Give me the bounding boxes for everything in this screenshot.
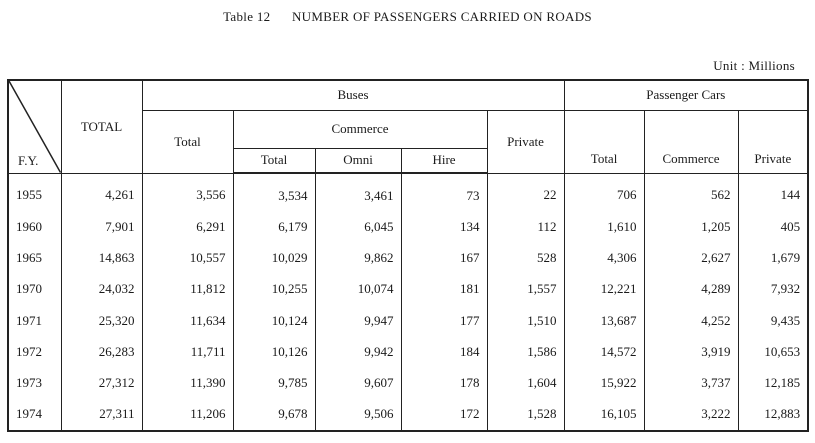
value-cell: 177 bbox=[401, 305, 487, 336]
value-cell: 112 bbox=[487, 211, 564, 242]
value-cell: 11,634 bbox=[142, 305, 233, 336]
value-cell: 9,506 bbox=[315, 399, 401, 431]
value-cell: 14,863 bbox=[61, 243, 142, 274]
value-cell: 4,252 bbox=[644, 305, 738, 336]
value-cell: 1,557 bbox=[487, 274, 564, 305]
value-cell: 167 bbox=[401, 243, 487, 274]
value-cell: 10,126 bbox=[233, 336, 315, 367]
value-cell: 13,687 bbox=[564, 305, 644, 336]
value-cell: 2,627 bbox=[644, 243, 738, 274]
value-cell: 4,289 bbox=[644, 274, 738, 305]
table-number: Table 12 bbox=[223, 9, 271, 24]
value-cell: 22 bbox=[487, 173, 564, 211]
value-cell: 9,862 bbox=[315, 243, 401, 274]
fy-cell: 1972 bbox=[8, 336, 61, 367]
hire-header: Hire bbox=[401, 148, 487, 173]
value-cell: 134 bbox=[401, 211, 487, 242]
fy-header-cell bbox=[8, 80, 61, 173]
value-cell: 1,679 bbox=[738, 243, 808, 274]
value-cell: 3,737 bbox=[644, 367, 738, 398]
table-row bbox=[8, 274, 808, 305]
value-cell: 1,604 bbox=[487, 367, 564, 398]
table-title bbox=[0, 9, 815, 25]
value-cell: 1,610 bbox=[564, 211, 644, 242]
value-cell: 4,306 bbox=[564, 243, 644, 274]
pc-private-header: Private bbox=[738, 110, 808, 173]
fy-header: F.Y. bbox=[18, 152, 39, 168]
passengers-table bbox=[7, 79, 809, 432]
value-cell: 12,185 bbox=[738, 367, 808, 398]
value-cell: 706 bbox=[564, 173, 644, 211]
value-cell: 24,032 bbox=[61, 274, 142, 305]
table-row bbox=[8, 367, 808, 398]
value-cell: 9,785 bbox=[233, 367, 315, 398]
table-row bbox=[8, 211, 808, 242]
value-cell: 14,572 bbox=[564, 336, 644, 367]
value-cell: 181 bbox=[401, 274, 487, 305]
value-cell: 1,528 bbox=[487, 399, 564, 431]
value-cell: 144 bbox=[738, 173, 808, 211]
value-cell: 1,586 bbox=[487, 336, 564, 367]
value-cell: 27,311 bbox=[61, 399, 142, 431]
table-title-text: NUMBER OF PASSENGERS CARRIED ON ROADS bbox=[291, 9, 592, 24]
value-cell: 11,711 bbox=[142, 336, 233, 367]
value-cell: 1,205 bbox=[644, 211, 738, 242]
value-cell: 3,556 bbox=[142, 173, 233, 211]
total-header: TOTAL bbox=[61, 80, 142, 173]
value-cell: 27,312 bbox=[61, 367, 142, 398]
fy-cell: 1974 bbox=[8, 399, 61, 431]
table-row bbox=[8, 173, 808, 211]
value-cell: 15,922 bbox=[564, 367, 644, 398]
unit-label: Unit : Millions bbox=[713, 58, 795, 73]
value-cell: 4,261 bbox=[61, 173, 142, 211]
value-cell: 9,947 bbox=[315, 305, 401, 336]
value-cell: 3,534 bbox=[233, 173, 315, 211]
pc-commerce-header: Commerce bbox=[644, 110, 738, 173]
value-cell: 12,883 bbox=[738, 399, 808, 431]
value-cell: 178 bbox=[401, 367, 487, 398]
value-cell: 10,255 bbox=[233, 274, 315, 305]
value-cell: 3,461 bbox=[315, 173, 401, 211]
buses-header: Buses bbox=[142, 80, 564, 110]
value-cell: 11,390 bbox=[142, 367, 233, 398]
fy-cell: 1955 bbox=[8, 173, 61, 211]
table-row bbox=[8, 336, 808, 367]
value-cell: 11,812 bbox=[142, 274, 233, 305]
fy-cell: 1965 bbox=[8, 243, 61, 274]
value-cell: 16,105 bbox=[564, 399, 644, 431]
value-cell: 6,291 bbox=[142, 211, 233, 242]
table-row bbox=[8, 305, 808, 336]
value-cell: 7,932 bbox=[738, 274, 808, 305]
value-cell: 184 bbox=[401, 336, 487, 367]
table-row bbox=[8, 399, 808, 431]
value-cell: 12,221 bbox=[564, 274, 644, 305]
value-cell: 25,320 bbox=[61, 305, 142, 336]
table-row bbox=[8, 243, 808, 274]
value-cell: 10,074 bbox=[315, 274, 401, 305]
passenger-cars-header: Passenger Cars bbox=[564, 80, 808, 110]
value-cell: 562 bbox=[644, 173, 738, 211]
commerce-total-header: Total bbox=[233, 148, 315, 173]
omni-header: Omni bbox=[315, 148, 401, 173]
fy-cell: 1971 bbox=[8, 305, 61, 336]
value-cell: 3,222 bbox=[644, 399, 738, 431]
value-cell: 7,901 bbox=[61, 211, 142, 242]
value-cell: 9,435 bbox=[738, 305, 808, 336]
buses-private-header: Private bbox=[487, 110, 564, 173]
value-cell: 11,206 bbox=[142, 399, 233, 431]
value-cell: 10,029 bbox=[233, 243, 315, 274]
value-cell: 528 bbox=[487, 243, 564, 274]
buses-total-header: Total bbox=[142, 110, 233, 173]
value-cell: 10,124 bbox=[233, 305, 315, 336]
value-cell: 73 bbox=[401, 173, 487, 211]
value-cell: 6,045 bbox=[315, 211, 401, 242]
value-cell: 6,179 bbox=[233, 211, 315, 242]
value-cell: 3,919 bbox=[644, 336, 738, 367]
fy-cell: 1970 bbox=[8, 274, 61, 305]
table-body bbox=[8, 173, 808, 431]
value-cell: 10,653 bbox=[738, 336, 808, 367]
value-cell: 10,557 bbox=[142, 243, 233, 274]
value-cell: 26,283 bbox=[61, 336, 142, 367]
value-cell: 405 bbox=[738, 211, 808, 242]
fy-cell: 1960 bbox=[8, 211, 61, 242]
fy-cell: 1973 bbox=[8, 367, 61, 398]
value-cell: 9,607 bbox=[315, 367, 401, 398]
value-cell: 1,510 bbox=[487, 305, 564, 336]
pc-total-header: Total bbox=[564, 110, 644, 173]
value-cell: 9,942 bbox=[315, 336, 401, 367]
commerce-header: Commerce bbox=[233, 110, 487, 148]
value-cell: 172 bbox=[401, 399, 487, 431]
value-cell: 9,678 bbox=[233, 399, 315, 431]
